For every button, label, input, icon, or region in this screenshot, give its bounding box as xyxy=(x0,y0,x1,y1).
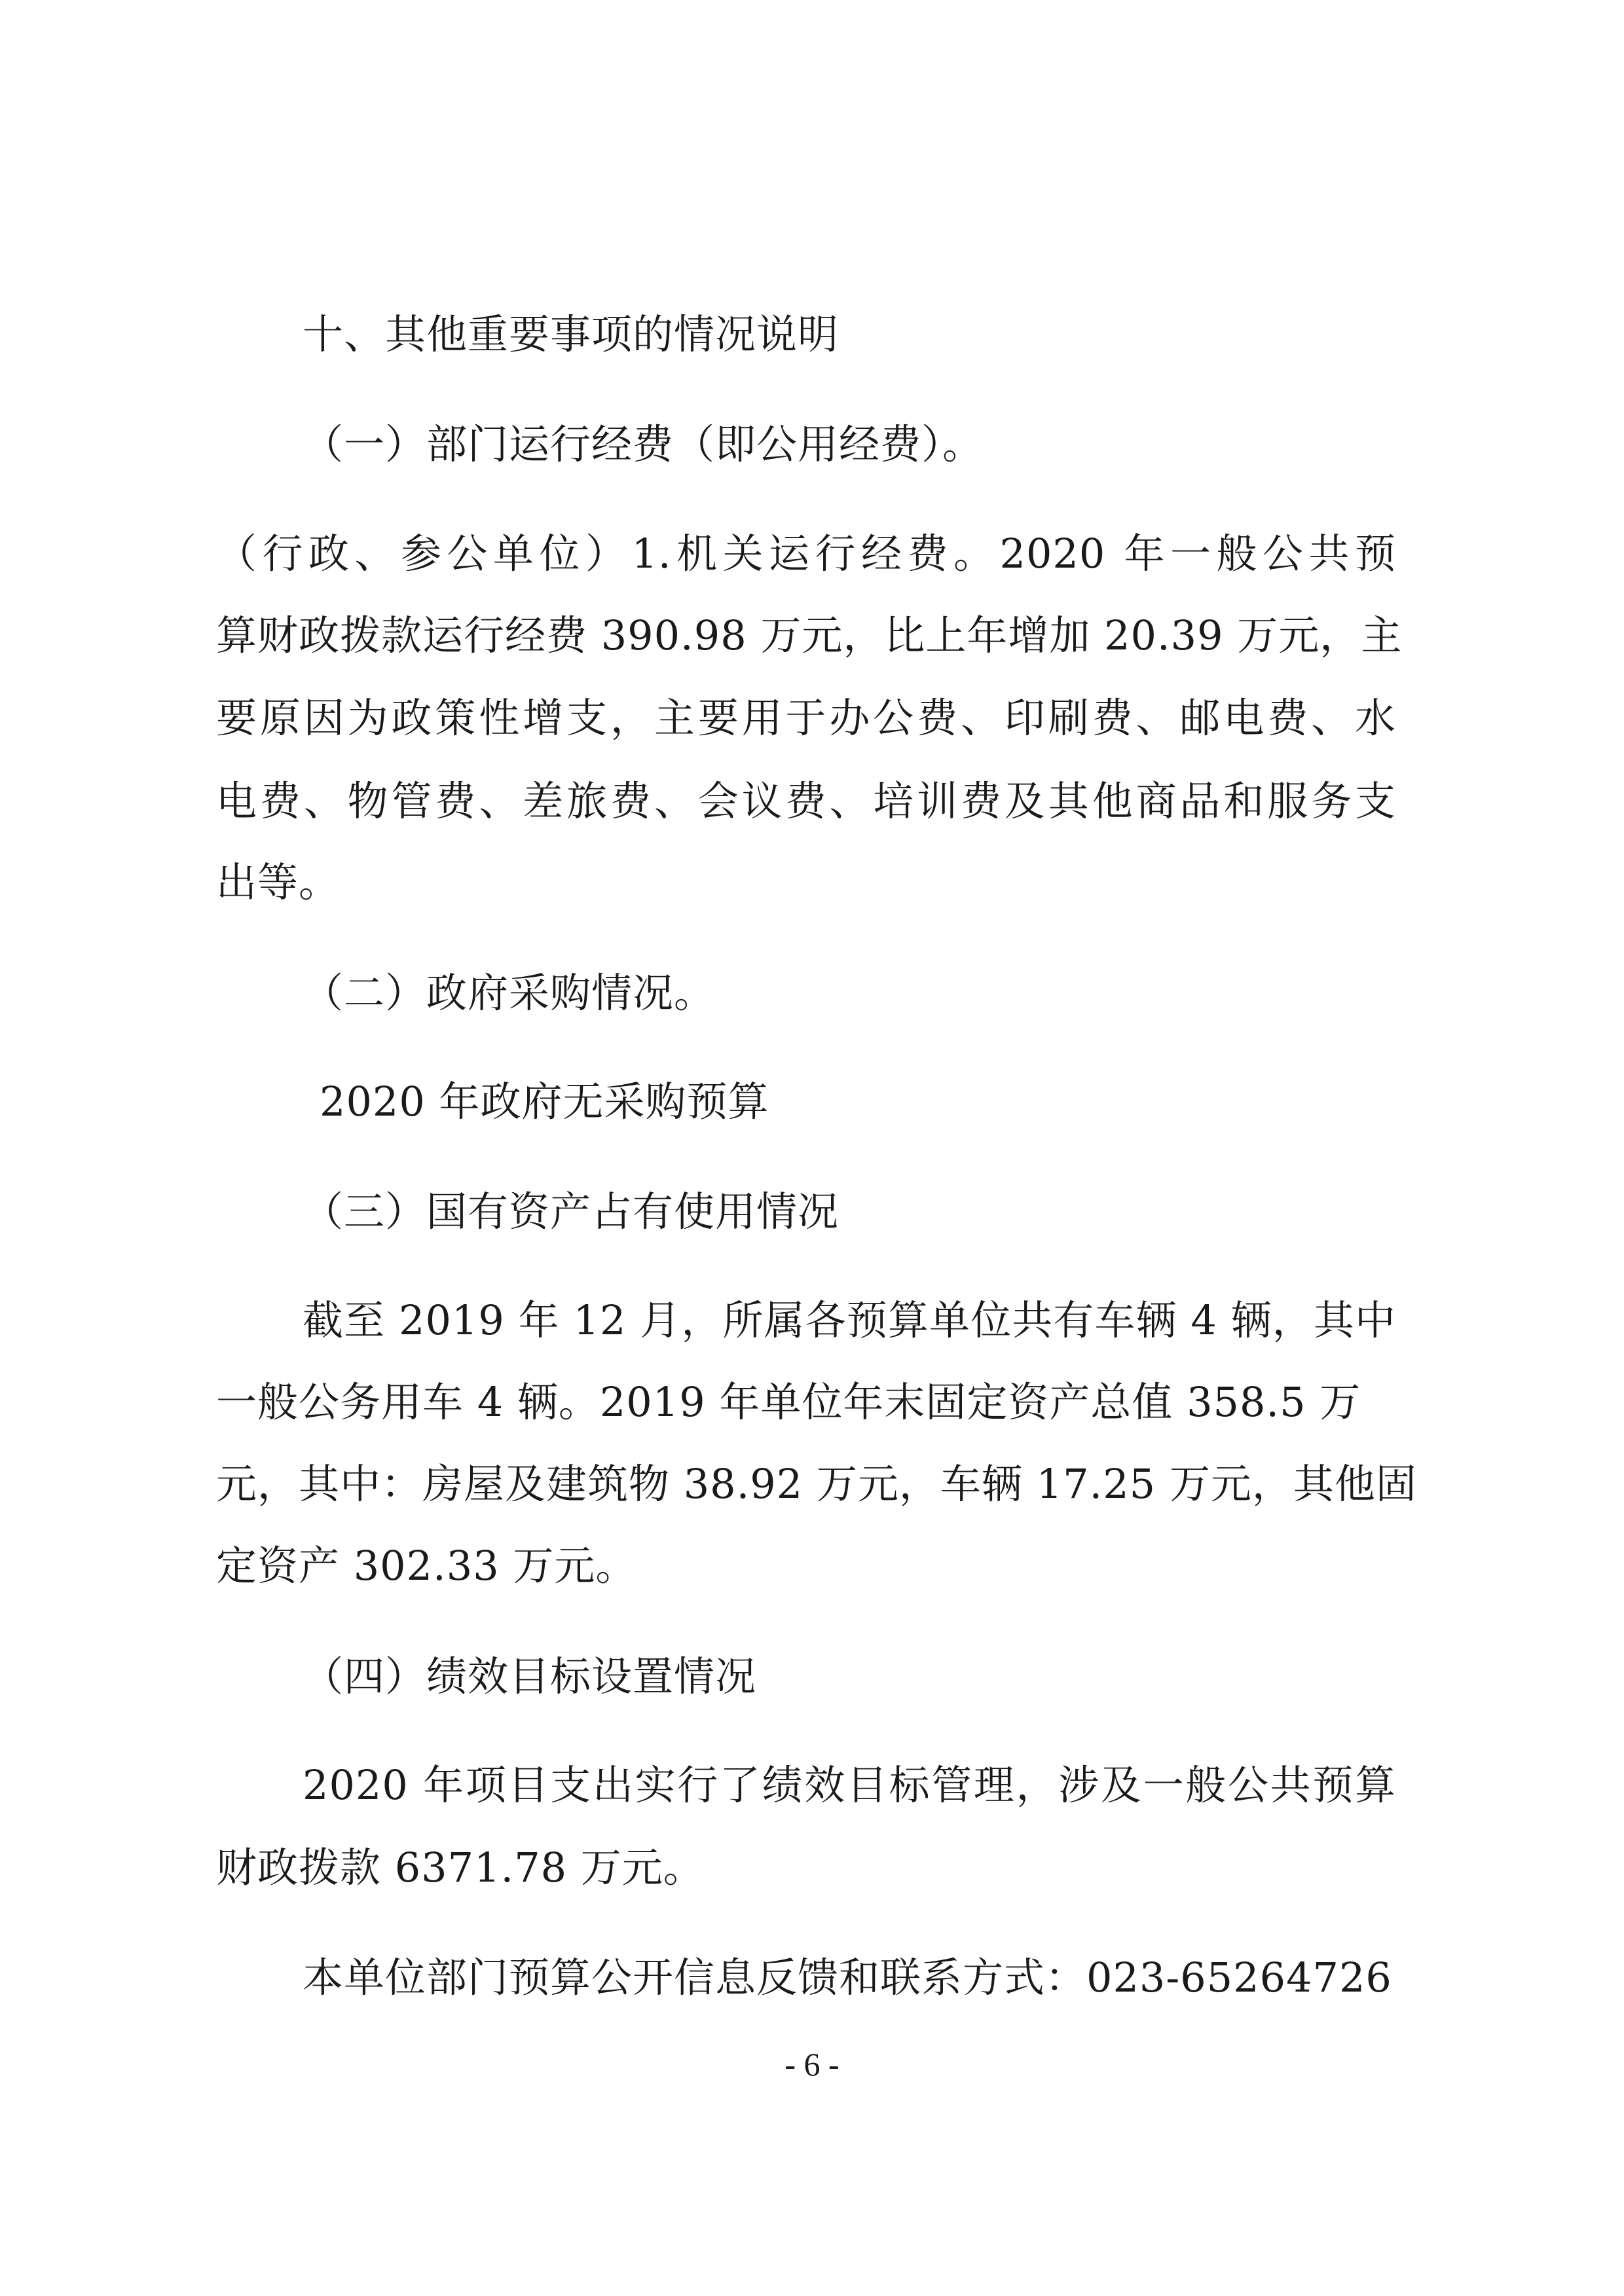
paragraph-3-line-3: 元，其中：房屋及建筑物 38.92 万元，车辆 17.25 万元，其他固 xyxy=(216,1460,1417,1508)
subsection-heading-4: （四）绩效目标设置情况 xyxy=(303,1652,757,1700)
paragraph-2: 2020 年政府无采购预算 xyxy=(320,1078,769,1125)
paragraph-3-line-4: 定资产 302.33 万元。 xyxy=(216,1542,637,1590)
page-number: - 6 - xyxy=(784,2046,840,2083)
paragraph-4-line-1: 2020 年项目支出实行了绩效目标管理，涉及一般公共预算 xyxy=(303,1761,1396,1809)
subsection-heading-2: （二）政府采购情况。 xyxy=(303,969,716,1017)
paragraph-3-line-1: 截至 2019 年 12 月，所属各预算单位共有车辆 4 辆，其中 xyxy=(303,1296,1396,1344)
paragraph-3-line-2: 一般公务用车 4 辆。2019 年单位年末固定资产总值 358.5 万 xyxy=(216,1378,1361,1426)
subsection-heading-1: （一）部门运行经费（即公用经费）。 xyxy=(303,420,984,468)
paragraph-4-line-2: 财政拨款 6371.78 万元。 xyxy=(216,1844,705,1891)
subsection-heading-3: （三）国有资产占有使用情况 xyxy=(303,1188,840,1235)
paragraph-1-line-2: 算财政拨款运行经费 390.98 万元，比上年增加 20.39 万元，主 xyxy=(216,611,1403,659)
paragraph-1-line-4: 电费、物管费、差旅费、会议费、培训费及其他商品和服务支 xyxy=(216,777,1396,825)
contact-info: 本单位部门预算公开信息反馈和联系方式：023-65264726 xyxy=(303,1954,1392,2001)
section-heading: 十、其他重要事项的情况说明 xyxy=(303,310,840,358)
paragraph-1-line-1: （行政、参公单位）1.机关运行经费。2020 年一般公共预 xyxy=(216,530,1396,577)
paragraph-1-line-3: 要原因为政策性增支，主要用于办公费、印刷费、邮电费、水 xyxy=(216,694,1396,742)
paragraph-1-line-5: 出等。 xyxy=(216,858,341,906)
